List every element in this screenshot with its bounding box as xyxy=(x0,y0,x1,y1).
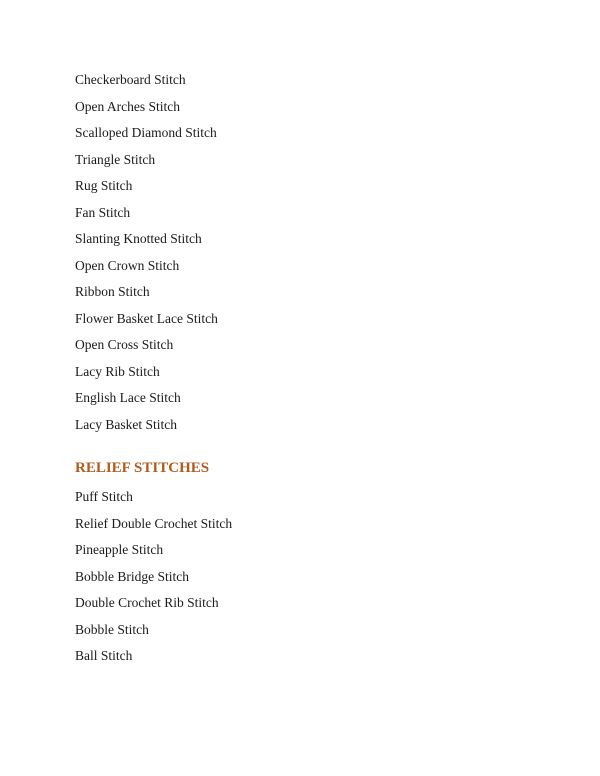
list-item: Open Crown Stitch xyxy=(75,257,180,273)
list-item: Bobble Stitch xyxy=(75,621,149,637)
list-item: Ribbon Stitch xyxy=(75,284,150,299)
list-item: Bobble Bridge Stitch xyxy=(75,568,189,584)
relief-stitch-list xyxy=(75,487,232,673)
list-item: Pineapple Stitch xyxy=(75,542,164,557)
list-item: Lacy Basket Stitch xyxy=(75,416,177,432)
list-item: Flower Basket Lace Stitch xyxy=(75,310,218,326)
section-heading-relief-stitches: RELIEF STITCHES xyxy=(75,460,210,476)
list-item: Open Arches Stitch xyxy=(75,98,180,114)
list-item: Relief Double Crochet Stitch xyxy=(75,515,233,531)
list-item: English Lace Stitch xyxy=(75,390,181,405)
list-item: Lacy Rib Stitch xyxy=(75,363,160,379)
stitch-list xyxy=(75,70,218,441)
list-item: Puff Stitch xyxy=(75,489,133,504)
list-item: Open Cross Stitch xyxy=(75,337,174,352)
list-item: Fan Stitch xyxy=(75,204,131,220)
list-item: Scalloped Diamond Stitch xyxy=(75,125,217,140)
list-item: Slanting Knotted Stitch xyxy=(75,231,202,246)
list-item: Ball Stitch xyxy=(75,648,133,663)
list-item: Checkerboard Stitch xyxy=(75,72,186,87)
list-item: Triangle Stitch xyxy=(75,151,156,167)
list-item: Rug Stitch xyxy=(75,178,133,193)
list-item: Double Crochet Rib Stitch xyxy=(75,595,219,610)
